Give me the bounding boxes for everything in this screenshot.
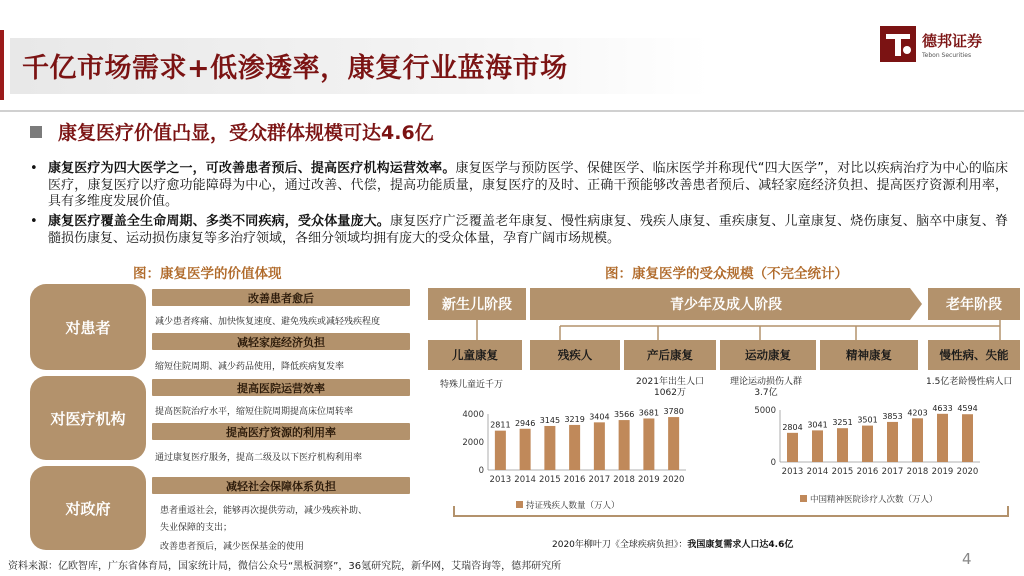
chart2-bar-2018 [912,418,923,462]
bullet-2-bold: 康复医疗覆盖全生命周期、多类不同疾病，受众体量庞大。 [48,214,390,229]
chart2-x-tick-2013: 2013 [781,467,804,477]
chart2-x-tick-2017: 2017 [881,467,904,477]
chart1-x-tick-2018: 2018 [613,475,635,485]
item-social-security-desc-2: 失业保障的支出； [160,523,233,533]
group-medical-institution-label: 对医疗机构 [50,409,126,428]
chart1-bar-2015 [544,426,555,470]
stage-adult [530,288,922,320]
item-improve-prognosis-desc: 减少患者疼痛、加快恢复速度、避免残疾或减轻残疾程度 [155,317,381,327]
stage-newborn-label: 新生儿阶段 [442,297,512,313]
category-chronic-label: 慢性病、失能 [939,348,1009,362]
header-accent-bar [0,30,4,100]
chart2-bar-2020 [962,414,973,462]
left-figure-title: 图：康复医学的价值体现 [133,266,282,282]
brand-logo-subtext: Tebon Securities [922,52,972,59]
category-disabled [530,340,620,370]
chart2-x-tick-2019: 2019 [931,467,954,477]
group-medical-institution [30,376,146,460]
group-patient-label: 对患者 [65,318,111,337]
chart1-y-tick-1: 2000 [462,438,484,448]
brand-logo-icon [880,26,916,62]
chart1-x-tick-2015: 2015 [539,475,561,485]
chart2-legend-label: 中国精神医院诊疗人次数（万人） [810,495,938,505]
header-divider [0,110,1024,112]
chart1-value-label-2017: 3404 [589,412,610,422]
category-disabled-label: 残疾人 [557,348,593,362]
note-children: 特殊儿童近千万 [440,380,504,390]
group-patient [30,284,146,370]
chart1-value-label-2015: 3145 [539,415,561,425]
item-hospital-efficiency [152,379,410,396]
chart2-x-tick-2018: 2018 [906,467,929,477]
chart2-y-tick-0: 0 [770,458,776,468]
bottom-caption [552,537,793,550]
chart2-legend-swatch [800,495,807,502]
bullet-dot-icon: • [30,214,38,229]
item-hospital-efficiency-desc: 提高医院治疗水平，缩短住院周期提高床位周转率 [155,407,354,417]
chart2-bar-2014 [812,430,823,462]
stage-adult-label: 青少年及成人阶段 [670,297,782,313]
chart2-value-label-2018: 4203 [907,408,928,418]
chart2-x-tick-2014: 2014 [806,467,829,477]
chart2-bar-2015 [837,428,848,462]
chart2-value-label-2016: 3501 [857,415,878,425]
category-children [428,340,522,370]
chart1-bar-2019 [643,418,654,470]
chart2-x-tick-2016: 2016 [856,467,879,477]
chart2-value-label-2019: 4633 [932,403,953,413]
chart2-bar-2016 [862,426,873,462]
bullet-paragraph-2 [30,214,1008,247]
group-government [30,466,146,550]
section-subtitle: 康复医疗价值凸显，受众群体规模可达4.6亿 [58,122,434,144]
item-social-security-desc-3: 改善患者预后，减少医保基金的使用 [160,542,305,552]
source-note: 资料来源：亿欧智库，广东省体育局，国家统计局，微信公众号“黑板洞察”，36氪研究院，新华网，艾瑞咨询等，德邦研究所 [8,561,562,572]
chart2-value-label-2013: 2804 [782,422,803,432]
chart1-value-label-2020: 3780 [663,407,684,417]
chart1-bar-2020 [668,417,679,470]
item-reduce-family-burden [152,333,410,350]
stage-elderly-label: 老年阶段 [946,297,1002,313]
chart1-x-tick-2019: 2019 [638,475,660,485]
chart1-x-tick-2016: 2016 [563,475,586,485]
category-sports-label: 运动康复 [745,348,791,362]
note-chronic: 1.5亿老龄慢性病人口 [926,377,1013,387]
chart1-value-label-2018: 3566 [613,410,635,420]
chart2-bar-2019 [937,414,948,462]
chart-disabled-population [440,396,690,492]
category-mental [820,340,918,370]
chart1-value-label-2019: 3681 [638,408,660,418]
chart2-value-label-2020: 4594 [957,404,978,414]
chart2-value-label-2015: 3251 [832,418,853,428]
bullet-paragraph-1 [30,161,1008,211]
item-hospital-efficiency-label: 提高医院运营效率 [237,381,325,395]
bottom-bracket [452,504,1012,524]
bullet-1-text: 康复医学与预防医学、保健医学、临床医学并称现代“四大医学”，对比以疾病治疗为中心的临床医疗，康复医疗以疗愈功能障碍为中心，通过改善、代偿，提高功能质量，康复医疗的及时、正确干预能够改善患者预后、减轻家庭经济负担、提高医疗资源利用率，具有多维度发展价值。 [48,161,1008,209]
brand-logo-text: 德邦证券 [922,32,983,50]
category-sports [720,340,816,370]
chart2-bar-2013 [787,433,798,462]
category-postpartum-label: 产后康复 [647,348,693,362]
bullet-1-bold: 康复医疗为四大医学之一，可改善患者预后、提高医疗机构运营效率。 [48,161,456,176]
right-figure-title: 图：康复医学的受众规模（不完全统计） [605,266,848,282]
chart2-x-tick-2020: 2020 [956,467,979,477]
page-title: 千亿市场需求+低渗透率，康复行业蓝海市场 [22,53,568,84]
chart2-value-label-2014: 3041 [807,420,828,430]
chart2-y-tick-1: 5000 [754,406,776,416]
note-sports: 理论运动损伤人群 3.7亿 [729,377,802,398]
chart1-value-label-2014: 2946 [514,418,536,428]
page-number: 4 [962,550,972,568]
chart2-x-tick-2015: 2015 [831,467,854,477]
chart1-x-tick-2017: 2017 [588,475,611,485]
chart1-bar-2014 [520,429,531,470]
chart1-bar-2016 [569,425,580,470]
item-improve-prognosis-label: 改善患者愈后 [248,291,314,305]
category-chronic [928,340,1020,370]
category-mental-label: 精神康复 [846,348,892,362]
chart1-y-tick-2: 4000 [462,410,484,420]
item-social-security-desc-1: 患者重返社会，能够再次提供劳动，减少残疾补助、 [160,506,368,516]
chart1-bar-2017 [594,422,605,470]
item-reduce-family-burden-label: 减轻家庭经济负担 [237,335,325,349]
item-social-security-label: 减轻社会保障体系负担 [226,479,336,493]
bottom-caption-prefix: 2020年柳叶刀《全球疾病负担》： [552,540,688,550]
category-postpartum [624,340,716,370]
item-resource-utilization-label: 提高医疗资源的利用率 [226,425,336,439]
chart1-bar-2018 [619,420,630,470]
bottom-caption-bold: 我国康复需求人口达4.6亿 [687,540,794,550]
bullet-dot-icon: • [30,161,38,176]
item-improve-prognosis [152,289,410,306]
note-postpartum: 2021年出生人口 1062万 [636,377,704,398]
item-reduce-family-burden-desc: 缩短住院周期、减少药品使用，降低疾病复发率 [155,362,345,372]
chart-mental-hospital-visits [744,396,984,492]
chart1-x-tick-2020: 2020 [662,475,685,485]
stage-elderly [928,288,1020,320]
chart1-y-tick-0: 0 [478,466,484,476]
stage-newborn [428,288,526,320]
chart2-bar-2017 [887,422,898,462]
group-government-label: 对政府 [65,499,111,518]
bullet-2-text: 康复医疗广泛覆盖老年康复、慢性病康复、残疾人康复、重疾康复、儿童康复、烧伤康复、脑卒中康复、脊髓损伤康复、运动损伤康复等多治疗领域，各细分领域均拥有庞大的受众体量，孕育广阔市场规模。 [48,214,1008,246]
chart1-value-label-2013: 2811 [490,420,511,430]
item-resource-utilization [152,423,410,440]
chart2-value-label-2017: 3853 [882,411,903,421]
item-resource-utilization-desc: 通过康复医疗服务，提高二级及以下医疗机构利用率 [155,453,363,463]
chart1-legend-label: 持证残疾人数量（万人） [526,501,620,511]
chart1-x-tick-2013: 2013 [489,475,512,485]
chart1-value-label-2016: 3219 [564,414,585,424]
stage-connectors [420,318,1020,342]
item-social-security [152,477,410,494]
category-children-label: 儿童康复 [452,348,498,362]
subtitle-square-icon [30,126,42,138]
chart1-bar-2013 [495,431,506,470]
chart1-x-tick-2014: 2014 [514,475,536,485]
